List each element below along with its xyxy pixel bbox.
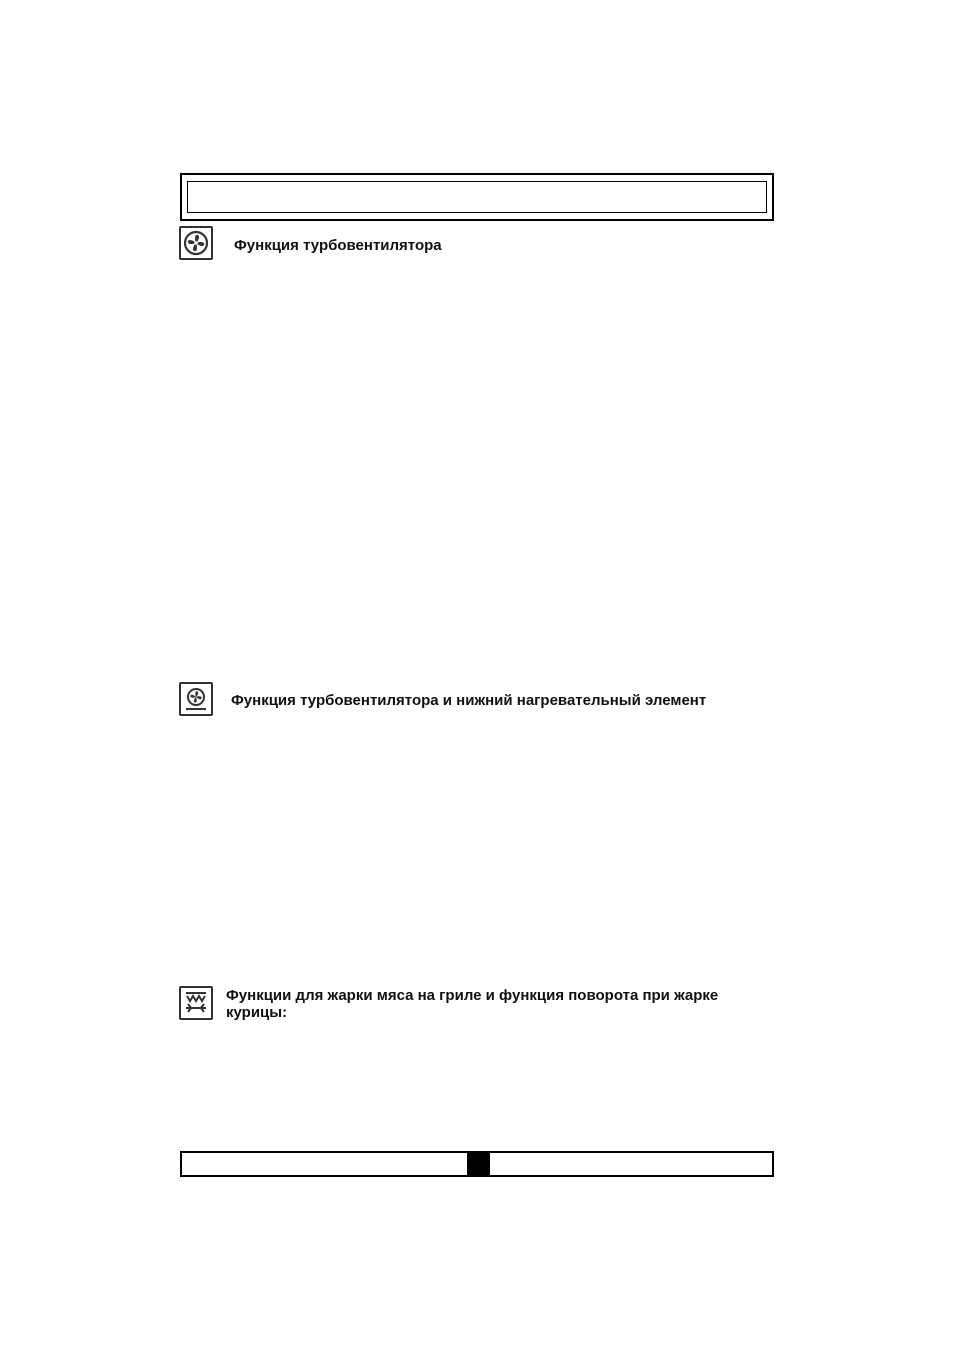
section-heading-grill-line2: курицы: [226,1004,288,1021]
fan-icon [179,226,213,260]
page-number-block [467,1153,490,1175]
section-heading-fan-bottom-heater: Функция турбовентилятора и нижний нагревательный элемент [231,692,707,709]
header-inner-box [187,181,767,213]
section-heading-fan: Функция турбовентилятора [234,237,442,254]
section-heading-grill-rotisserie [226,987,718,1021]
grill-rotisserie-icon [179,986,213,1020]
section-heading-grill-line1: Функции для жарки мяса на гриле и функция поворота при жарке [226,987,719,1004]
footer-bar [180,1151,774,1177]
header-frame [180,173,774,221]
fan-with-bottom-heater-icon [179,682,213,716]
